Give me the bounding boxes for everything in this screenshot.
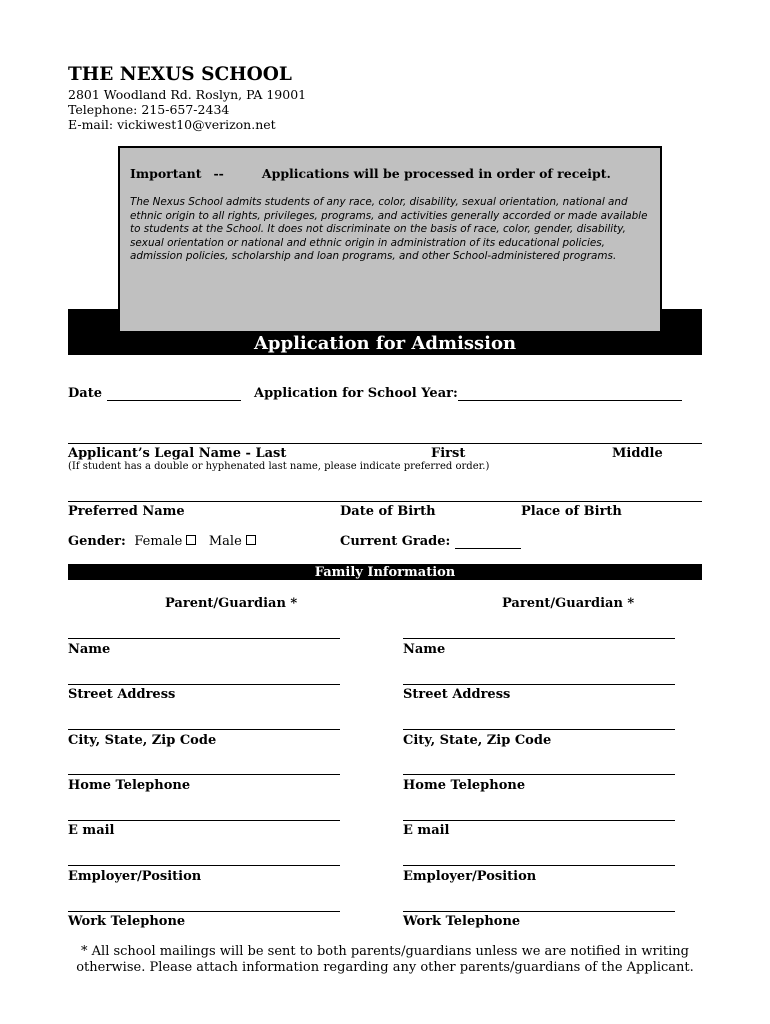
notice-separator: -- <box>213 166 224 181</box>
family-information-header: Family Information <box>68 564 702 580</box>
date-of-birth-label: Date of Birth <box>340 504 436 519</box>
school-name: THE NEXUS SCHOOL <box>68 64 292 85</box>
notice-box <box>118 146 662 333</box>
school-year-label: Application for School Year: <box>254 386 458 401</box>
guardian-2-work-phone-field[interactable] <box>403 911 675 912</box>
guardian-1-city-field[interactable] <box>68 729 340 730</box>
date-label: Date <box>68 386 102 401</box>
guardian-1-employer-label: Employer/Position <box>68 869 202 884</box>
guardian-2-city-field[interactable] <box>403 729 675 730</box>
nondiscrimination-statement: The Nexus School admits students of any race, color, disability, sexual orientation, national and ethnic origin to all rights, privileges, programs, and activities generally accorded or made available to students at the School. It does not discriminate on the basis of race, color, gender, disability, sexual orientation or national and ethnic origin in administration of its educational policies, admission policies, scholarship and loan programs, and other School-administered programs. <box>130 196 648 263</box>
legal-name-first-label: First <box>431 446 466 461</box>
legal-name-last-label: Applicant’s Legal Name - Last <box>68 446 287 461</box>
legal-name-middle-label: Middle <box>612 446 663 461</box>
mailing-footnote: * All school mailings will be sent to both parents/guardians unless we are notified in writing otherwise. Please attach information regarding any other parents/guardians of the Applicant. <box>76 944 694 975</box>
place-of-birth-label: Place of Birth <box>521 504 622 519</box>
guardian-1-street-label: Street Address <box>68 687 176 702</box>
gender-label: Gender: <box>68 534 126 549</box>
guardian-2-home-phone-label: Home Telephone <box>403 778 526 793</box>
guardian-1-employer-field[interactable] <box>68 865 340 866</box>
legal-name-field[interactable] <box>68 443 702 444</box>
male-checkbox[interactable] <box>246 535 256 545</box>
guardian-1-city-label: City, State, Zip Code <box>68 733 217 748</box>
female-checkbox[interactable] <box>186 535 196 545</box>
guardian-2-city-label: City, State, Zip Code <box>403 733 552 748</box>
preferred-name-label: Preferred Name <box>68 504 185 519</box>
form-title: Application for Admission <box>253 333 517 354</box>
guardian-2-street-field[interactable] <box>403 684 675 685</box>
guardian-2-name-label: Name <box>403 642 446 657</box>
guardian-1-name-label: Name <box>68 642 111 657</box>
guardian-1-email-field[interactable] <box>68 820 340 821</box>
guardian-2-employer-field[interactable] <box>403 865 675 866</box>
school-year-field[interactable] <box>458 400 682 401</box>
date-field[interactable] <box>107 400 241 401</box>
guardian-2-employer-label: Employer/Position <box>403 869 537 884</box>
guardian-1-email-label: E mail <box>68 823 115 838</box>
notice-message: Applications will be processed in order of receipt. <box>261 166 611 181</box>
guardian-2-street-label: Street Address <box>403 687 511 702</box>
male-label: Male <box>208 534 242 549</box>
school-telephone: Telephone: 215-657-2434 <box>68 102 230 117</box>
guardian-1-name-field[interactable] <box>68 638 340 639</box>
preferred-name-field[interactable] <box>68 501 702 502</box>
guardian-2-name-field[interactable] <box>403 638 675 639</box>
school-address: 2801 Woodland Rd. Roslyn, PA 19001 <box>68 87 307 102</box>
guardian-1-home-phone-label: Home Telephone <box>68 778 191 793</box>
guardian-2-home-phone-field[interactable] <box>403 774 675 775</box>
guardian-1-street-field[interactable] <box>68 684 340 685</box>
notice-label: Important <box>130 166 202 181</box>
notice-heading <box>130 166 611 181</box>
guardian-2-email-label: E mail <box>403 823 450 838</box>
female-label: Female <box>134 534 183 549</box>
gender-row <box>68 534 256 549</box>
guardian-2-work-phone-label: Work Telephone <box>403 914 521 929</box>
current-grade-field[interactable] <box>455 548 521 549</box>
guardian-1-heading: Parent/Guardian * <box>165 596 298 611</box>
guardian-2-heading: Parent/Guardian * <box>502 596 635 611</box>
guardian-2-email-field[interactable] <box>403 820 675 821</box>
guardian-1-work-phone-field[interactable] <box>68 911 340 912</box>
legal-name-note: (If student has a double or hyphenated last name, please indicate preferred order.) <box>68 461 490 472</box>
school-email: E-mail: vickiwest10@verizon.net <box>68 117 276 132</box>
guardian-1-work-phone-label: Work Telephone <box>68 914 186 929</box>
current-grade-label: Current Grade: <box>340 534 451 549</box>
guardian-1-home-phone-field[interactable] <box>68 774 340 775</box>
